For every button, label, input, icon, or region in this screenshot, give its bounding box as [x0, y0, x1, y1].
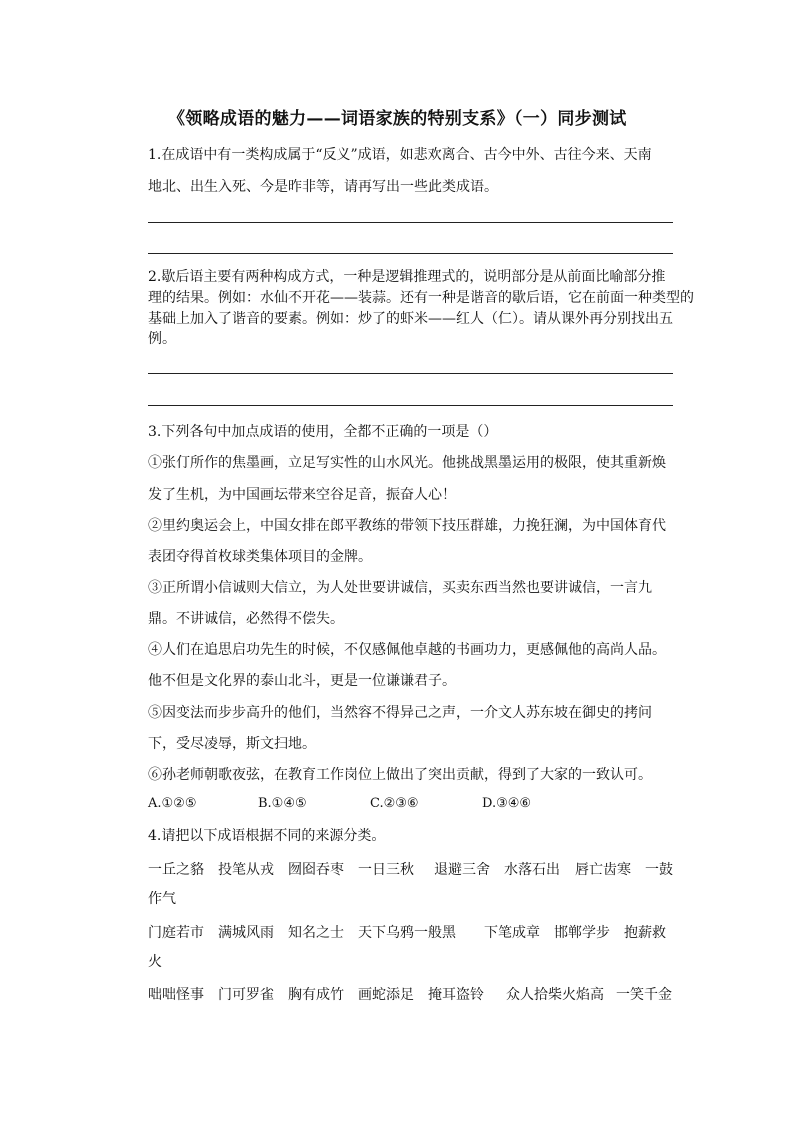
q2-text-line-4: 例。: [148, 331, 176, 347]
idiom-item: 胸有成竹: [288, 987, 344, 1003]
idiom-item: 一丘之貉: [148, 862, 204, 878]
q3-sentence-3-line-1: ③正所谓小信诚则大信立，为人处世要讲诚信，买卖东西当然也要讲诚信，一言九: [148, 580, 652, 596]
q3-option-a[interactable]: A.①②⑤: [148, 796, 197, 811]
q1-answer-line-1[interactable]: [148, 222, 673, 223]
q3-sentence-5-line-2: 下，受尽凌辱，斯文扫地。: [148, 736, 316, 752]
q4-row-1-wrap: 作气: [148, 891, 176, 907]
q3-sentence-1-line-1: ①张仃所作的焦墨画，立足写实性的山水风光。他挑战黑墨运用的极限，使其重新焕: [148, 455, 666, 471]
q3-stem: 3.下列各句中加点成语的使用，全都不正确的一项是（）: [148, 424, 498, 440]
idiom-item: 抱薪救: [624, 925, 666, 941]
idiom-item: 囫囵吞枣: [288, 862, 344, 878]
idiom-item: 邯郸学步: [554, 925, 610, 941]
q3-sentence-4-line-2: 他不但是文化界的泰山北斗，更是一位谦谦君子。: [148, 673, 456, 689]
q2-text-line-3: 基础上加入了谐音的要素。例如：炒了的虾米——红人（仁）。请从课外再分别找出五: [148, 311, 673, 327]
idiom-item: 众人拾柴火焰高: [506, 987, 604, 1003]
q1-text-line-1: 1.在成语中有一类构成属于“反义”成语，如悲欢离合、古今中外、古往今来、天南: [148, 147, 652, 163]
q4-row-2-wrap: 火: [148, 954, 162, 970]
q3-sentence-5-line-1: ⑤因变法而步步高升的他们，当然容不得异己之声，一介文人苏东坡在御史的拷问: [148, 705, 652, 721]
q1-text-line-2: 地北、出生入死、今是昨非等，请再写出一些此类成语。: [148, 179, 498, 195]
q3-sentence-1-line-2: 发了生机，为中国画坛带来空谷足音，振奋人心！: [148, 487, 456, 503]
q1-answer-line-2[interactable]: [148, 253, 673, 254]
q3-sentence-6: ⑥孙老师朝歌夜弦，在教育工作岗位上做出了突出贡献，得到了大家的一致认可。: [148, 767, 652, 783]
q2-answer-line-1[interactable]: [148, 373, 673, 374]
idiom-item: 咄咄怪事: [148, 987, 204, 1003]
q3-option-b[interactable]: B.①④⑤: [258, 796, 307, 811]
q2-text-line-2: 理的结果。例如：水仙不开花——装蒜。还有一种是谐音的歇后语，它在前面一种类型的: [148, 290, 694, 306]
q3-option-c[interactable]: C.②③⑥: [370, 796, 419, 811]
idiom-item: 画蛇添足: [358, 987, 414, 1003]
q3-sentence-2-line-2: 表团夺得首枚球类集体项目的金牌。: [148, 549, 372, 565]
q3-sentence-3-line-2: 鼎。不讲诚信，必然得不偿失。: [148, 611, 344, 627]
idiom-item: 天下乌鸦一般黑: [358, 925, 456, 941]
page-title: 《领略成语的魅力——词语家族的特别支系》（一）同步测试: [168, 109, 627, 129]
idiom-item: 门庭若市: [148, 925, 204, 941]
q3-sentence-2-line-1: ②里约奥运会上，中国女排在郎平教练的带领下技压群雄，力挽狂澜，为中国体育代: [148, 518, 666, 534]
idiom-item: 一笑千金: [616, 987, 672, 1003]
idiom-item: 投笔从戎: [218, 862, 274, 878]
q3-option-d[interactable]: D.③④⑥: [482, 796, 532, 811]
idiom-item: 水落石出: [504, 862, 560, 878]
q3-sentence-4-line-1: ④人们在追思启功先生的时候，不仅感佩他卓越的书画功力，更感佩他的高尚人品。: [148, 642, 666, 658]
idiom-item: 门可罗雀: [218, 987, 274, 1003]
idiom-item: 一鼓: [645, 862, 673, 878]
idiom-item: 下笔成章: [484, 925, 540, 941]
q2-text-line-1: 2.歇后语主要有两种构成方式，一种是逻辑推理式的，说明部分是从前面比喻部分推: [148, 269, 666, 285]
idiom-item: 满城风雨: [218, 925, 274, 941]
idiom-item: 掩耳盗铃: [428, 987, 484, 1003]
idiom-item: 一日三秋: [358, 862, 414, 878]
q4-stem: 4.请把以下成语根据不同的来源分类。: [148, 828, 386, 844]
idiom-item: 知名之士: [288, 925, 344, 941]
q2-answer-line-2[interactable]: [148, 405, 673, 406]
idiom-item: 唇亡齿寒: [575, 862, 631, 878]
idiom-item: 退避三舍: [434, 862, 490, 878]
